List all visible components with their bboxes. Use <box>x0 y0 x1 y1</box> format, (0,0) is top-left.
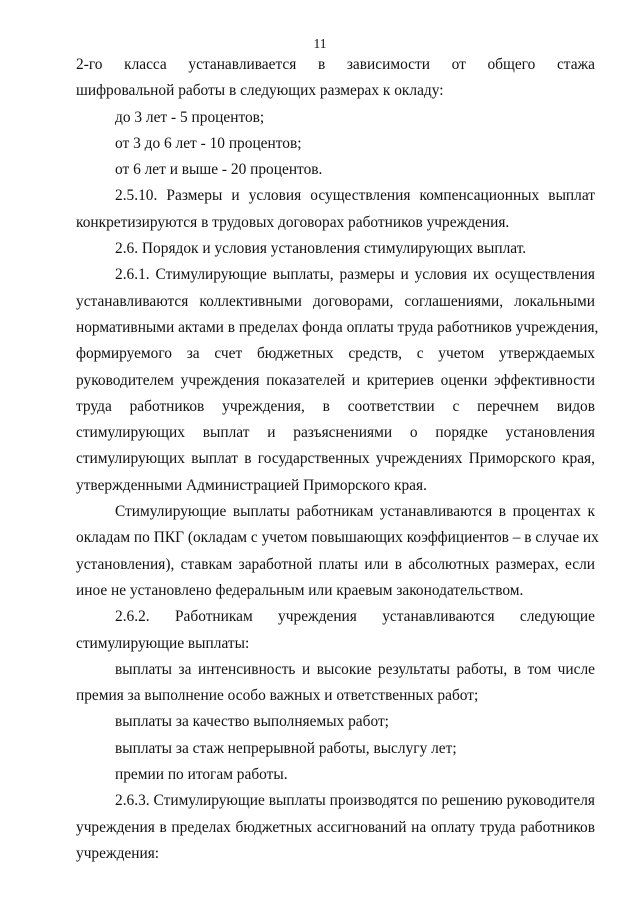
text-line: установления), ставкам заработной платы или в абсолютных размерах, если <box>76 555 595 573</box>
text-line: нормативными актами в пределах фонда оплаты труда работников учреждения, <box>76 318 599 336</box>
text-line: 2.6.3. Стимулирующие выплаты производятся по решению руководителя <box>115 792 595 810</box>
text-line: премия за выполнение особо важных и ответственных работ; <box>76 687 479 705</box>
text-line: шифровальной работы в следующих размерах к окладу: <box>76 82 444 100</box>
text-line: конкретизируются в трудовых договорах работников учреждения. <box>76 213 510 231</box>
text-line: Стимулирующие выплаты работникам устанавливаются в процентах к <box>115 503 595 521</box>
document-body <box>76 52 599 867</box>
text-line: труда работников учреждения, в соответствии с перечнем видов <box>76 397 595 415</box>
text-line: от 6 лет и выше - 20 процентов. <box>115 161 323 179</box>
text-line: до 3 лет - 5 процентов; <box>115 108 265 126</box>
text-line: формируемого за счет бюджетных средств, с учетом утверждаемых <box>76 345 595 363</box>
text-line: стимулирующих выплат в государственных учреждениях Приморского края, <box>76 450 595 468</box>
text-line: утвержденными Администрацией Приморского края. <box>76 476 427 494</box>
text-line: стимулирующих выплат и разъяснениями о порядке установления <box>76 424 595 442</box>
text-line: 2.6. Порядок и условия установления стимулирующих выплат. <box>115 240 527 258</box>
text-line: учреждения в пределах бюджетных ассигнований на оплату труда работников <box>76 818 595 836</box>
text-line: 2.5.10. Размеры и условия осуществления компенсационных выплат <box>115 187 595 205</box>
text-line: 2.6.2. Работникам учреждения устанавливаются следующие <box>115 608 595 626</box>
text-line: 2-го класса устанавливается в зависимости от общего стажа <box>76 56 595 73</box>
text-line: руководителем учреждения показателей и критериев оценки эффективности <box>76 371 595 389</box>
text-line: иное не установлено федеральным или краевым законодательством. <box>76 581 524 599</box>
text-line: премии по итогам работы. <box>115 766 288 784</box>
text-line: устанавливаются коллективными договорами, соглашениями, локальными <box>76 292 595 310</box>
text-line: выплаты за интенсивность и высокие результаты работы, в том числе <box>115 660 595 678</box>
text-line: 2.6.1. Стимулирующие выплаты, размеры и условия их осуществления <box>115 266 595 284</box>
text-line: выплаты за качество выполняемых работ; <box>115 713 389 731</box>
text-line: от 3 до 6 лет - 10 процентов; <box>115 134 302 152</box>
page-number: 11 <box>313 36 327 51</box>
text-line: стимулирующие выплаты: <box>76 634 250 652</box>
text-line: окладам по ПКГ (окладам с учетом повышающих коэффициентов – в случае их <box>76 529 599 547</box>
text-line: учреждения: <box>76 844 160 862</box>
text-line: выплаты за стаж непрерывной работы, выслугу лет; <box>115 739 457 757</box>
